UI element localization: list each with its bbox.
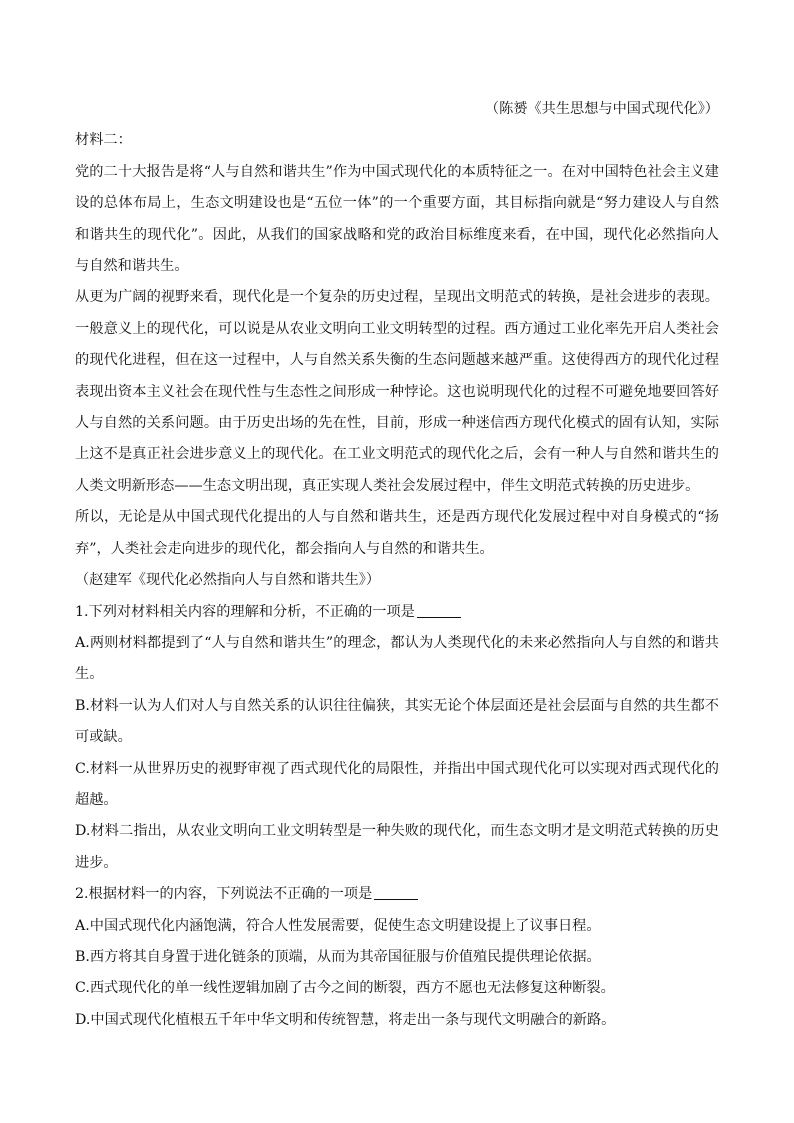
question1-option-b: B.材料一认为人们对人与自然关系的认识往往偏狭，其实无论个体层面还是社会层面与自然的共生都不可或缺。 xyxy=(75,697,719,746)
question2-stem xyxy=(75,879,719,910)
question1-option-c: C.材料一从世界历史的视野审视了西式现代化的局限性，并指出中国式现代化可以实现对西式现代化的超越。 xyxy=(75,760,719,808)
question2-option-a: A.中国式现代化内涵饱满，符合人性发展需要，促使生态文明建设提上了议事日程。 xyxy=(75,917,601,934)
question1-answer-blank[interactable] xyxy=(417,601,461,618)
document-body xyxy=(75,94,719,1036)
question2-stem-text: 2.根据材料一的内容，下列说法不正确的一项是 xyxy=(75,886,373,903)
material2-paragraph-3: 所以，无论是从中国式现代化提出的人与自然和谐共生，还是西方现代化发展过程中对自身模式的“扬弃”，人类社会走向进步的现代化，都会指向人与自然的和谐共生。 xyxy=(75,509,719,557)
material1-source: （陈赟《共生思想与中国式现代化》） xyxy=(484,101,719,117)
material2-heading: 材料二： xyxy=(75,132,132,149)
material2-paragraph-1: 党的二十大报告是将“人与自然和谐共生”作为中国式现代化的本质特征之一。在对中国特色社会主义建设的总体布局上，生态文明建设也是“五位一体”的一个重要方面，其目标指向就是“努力建设人与自然和谐共生的现代化”。因此，从我们的国家战略和党的政治目标维度来看，在中国，现代化必然指向人与自然和谐共生。 xyxy=(75,163,719,275)
question2-option-b: B.西方将其自身置于进化链条的顶端，从而为其帝国征服与价值殖民提供理论依据。 xyxy=(75,948,601,965)
material2-source: （赵建军《现代化必然指向人与自然和谐共生》） xyxy=(75,572,381,589)
question1-option-a: A.两则材料都提到了“人与自然和谐共生”的理念，都认为人类现代化的未来必然指向人与自然的和谐共生。 xyxy=(75,634,719,683)
question2-option-c: C.西式现代化的单一线性逻辑加剧了古今之间的断裂，西方不愿也无法修复这种断裂。 xyxy=(75,980,615,997)
question2-answer-blank[interactable] xyxy=(374,883,418,900)
material2-paragraph-2: 从更为广阔的视野来看，现代化是一个复杂的历史过程，呈现出文明范式的转换，是社会进步的表现。一般意义上的现代化，可以说是从农业文明向工业文明转型的过程。西方通过工业化率先开启人类社会的现代化进程，但在这一过程中，人与自然关系失衡的生态问题越来越严重。这使得西方的现代化过程表现出资本主义社会在现代性与生态性之间形成一种悖论。这也说明现代化的过程不可避免地要回答好人与自然的关系问题。由于历史出场的先在性，目前，形成一种迷信西方现代化模式的固有认知，实际上这不是真正社会进步意义上的现代化。在工业文明范式的现代化之后，会有一种人与自然和谐共生的人类文明新形态——生态文明出现，真正实现人类社会发展过程中，伴生文明范式转换的历史进步。 xyxy=(75,289,719,494)
question1-stem-text: 1.下列对材料相关内容的理解和分析，不正确的一项是 xyxy=(75,603,415,620)
question1-option-d: D.材料二指出，从农业文明向工业文明转型是一种失败的现代化，而生态文明才是文明范式转换的历史进步。 xyxy=(75,823,719,871)
question1-stem xyxy=(75,597,719,628)
question2-option-d: D.中国式现代化植根五千年中华文明和传统智慧，将走出一条与现代文明融合的新路。 xyxy=(75,1011,616,1028)
